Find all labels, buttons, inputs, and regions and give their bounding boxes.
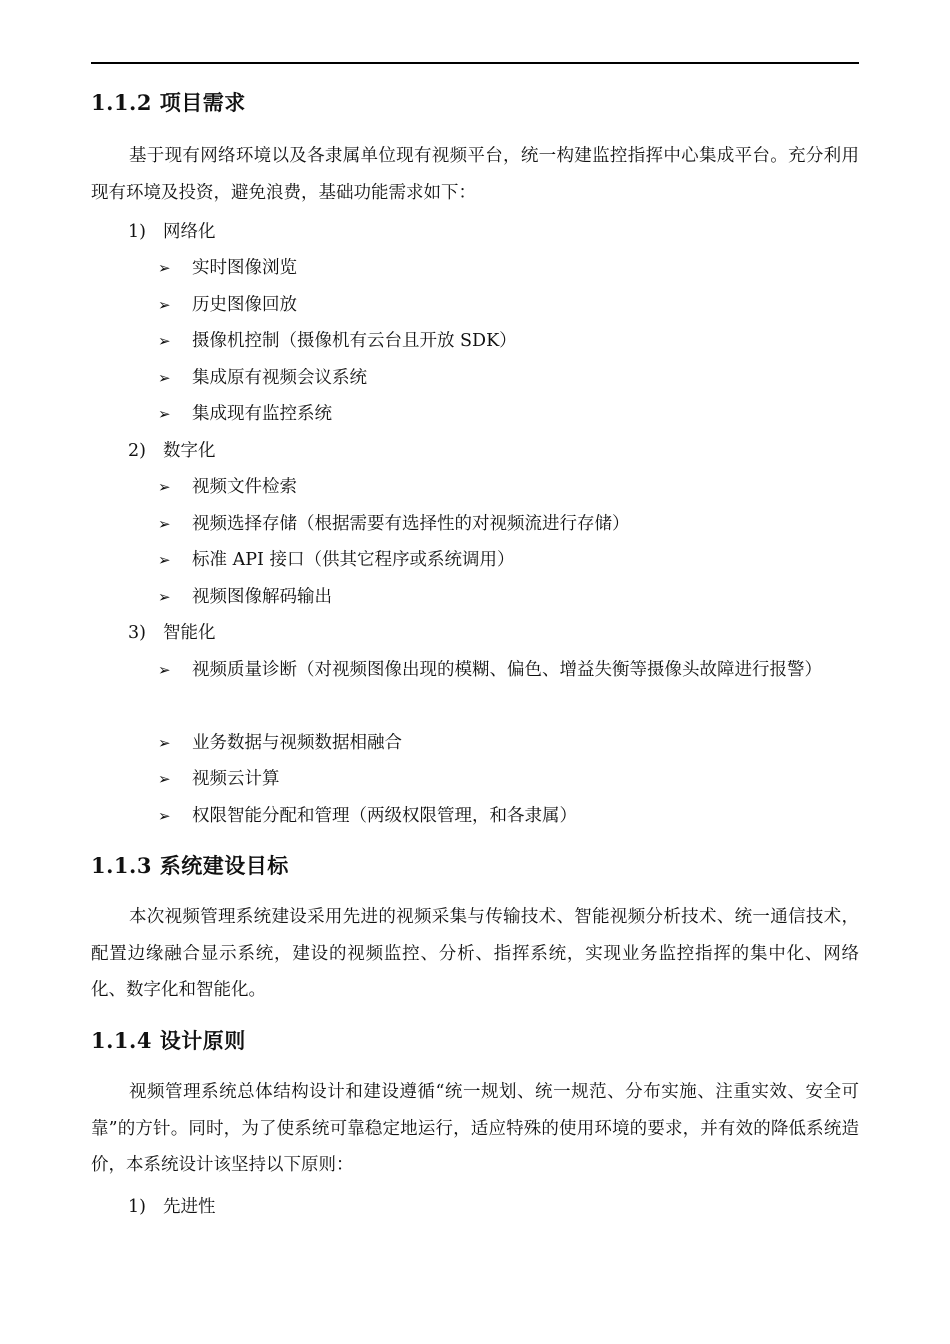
arrow-bullet-icon: ➢ bbox=[158, 807, 171, 825]
arrow-bullet-icon: ➢ bbox=[158, 332, 171, 350]
list-item: ➢ 摄像机控制（摄像机有云台且开放 SDK） bbox=[158, 323, 859, 360]
list-group-label: 智能化 bbox=[163, 623, 216, 643]
list-item: ➢ 视频质量诊断（对视频图像出现的模糊、偏色、增益失衡等摄像头故障进行报警） bbox=[158, 652, 859, 689]
section-heading-1-1-4: 1.1.4 设计原则 bbox=[91, 1028, 246, 1053]
list-group-1 bbox=[128, 214, 216, 251]
list-item: ➢ 历史图像回放 bbox=[158, 287, 859, 324]
arrow-bullet-icon: ➢ bbox=[158, 405, 171, 423]
arrow-bullet-icon: ➢ bbox=[158, 734, 171, 752]
arrow-bullet-icon: ➢ bbox=[158, 661, 171, 679]
list-item: ➢ 实时图像浏览 bbox=[158, 250, 859, 287]
list-item: ➢ 权限智能分配和管理（两级权限管理，和各隶属） bbox=[158, 798, 859, 835]
list-item: ➢ 标准 API 接口（供其它程序或系统调用） bbox=[158, 542, 859, 579]
list-group-label: 网络化 bbox=[163, 222, 216, 242]
arrow-bullet-icon: ➢ bbox=[158, 551, 171, 569]
section-body-paragraph: 视频管理系统总体结构设计和建设遵循“统一规划、统一规范、分布实施、注重实效、安全可靠”的方针。同时，为了使系统可靠稳定地运行，适应特殊的使用环境的要求，并有效的降低系统造价，本系统设计该坚持以下原则： bbox=[91, 1082, 859, 1175]
arrow-bullet-icon: ➢ bbox=[158, 770, 171, 788]
list-group-3 bbox=[128, 615, 216, 652]
arrow-bullet-icon: ➢ bbox=[158, 259, 171, 277]
list-group-label: 先进性 bbox=[163, 1197, 216, 1217]
arrow-bullet-icon: ➢ bbox=[158, 588, 171, 606]
arrow-bullet-icon: ➢ bbox=[158, 369, 171, 387]
list-group-2 bbox=[128, 433, 216, 470]
list-group-1 bbox=[128, 1189, 216, 1226]
list-item: ➢ 视频图像解码输出 bbox=[158, 579, 859, 616]
list-item: ➢ 业务数据与视频数据相融合 bbox=[158, 725, 859, 762]
list-number: 2) bbox=[128, 441, 146, 461]
arrow-bullet-icon: ➢ bbox=[158, 296, 171, 314]
section-intro-paragraph: 基于现有网络环境以及各隶属单位现有视频平台，统一构建监控指挥中心集成平台。充分利用现有环境及投资，避免浪费，基础功能需求如下： bbox=[91, 146, 859, 203]
arrow-bullet-icon: ➢ bbox=[158, 515, 171, 533]
header-rule bbox=[91, 62, 859, 64]
list-number: 1) bbox=[128, 222, 146, 242]
list-item: ➢ 集成现有监控系统 bbox=[158, 396, 859, 433]
section-body-paragraph: 本次视频管理系统建设采用先进的视频采集与传输技术、智能视频分析技术、统一通信技术，配置边缘融合显示系统，建设的视频监控、分析、指挥系统，实现业务监控指挥的集中化、网络化、数字化和智能化。 bbox=[91, 907, 859, 1000]
arrow-bullet-icon: ➢ bbox=[158, 478, 171, 496]
list-number: 1) bbox=[128, 1197, 146, 1217]
list-item: ➢ 视频文件检索 bbox=[158, 469, 859, 506]
list-item: ➢ 视频云计算 bbox=[158, 761, 859, 798]
list-item: ➢ 视频选择存储（根据需要有选择性的对视频流进行存储） bbox=[158, 506, 859, 543]
section-heading-1-1-2: 1.1.2 项目需求 bbox=[91, 90, 246, 115]
list-number: 3) bbox=[128, 623, 146, 643]
list-group-label: 数字化 bbox=[163, 441, 216, 461]
section-heading-1-1-3: 1.1.3 系统建设目标 bbox=[91, 853, 289, 878]
list-item: ➢ 集成原有视频会议系统 bbox=[158, 360, 859, 397]
